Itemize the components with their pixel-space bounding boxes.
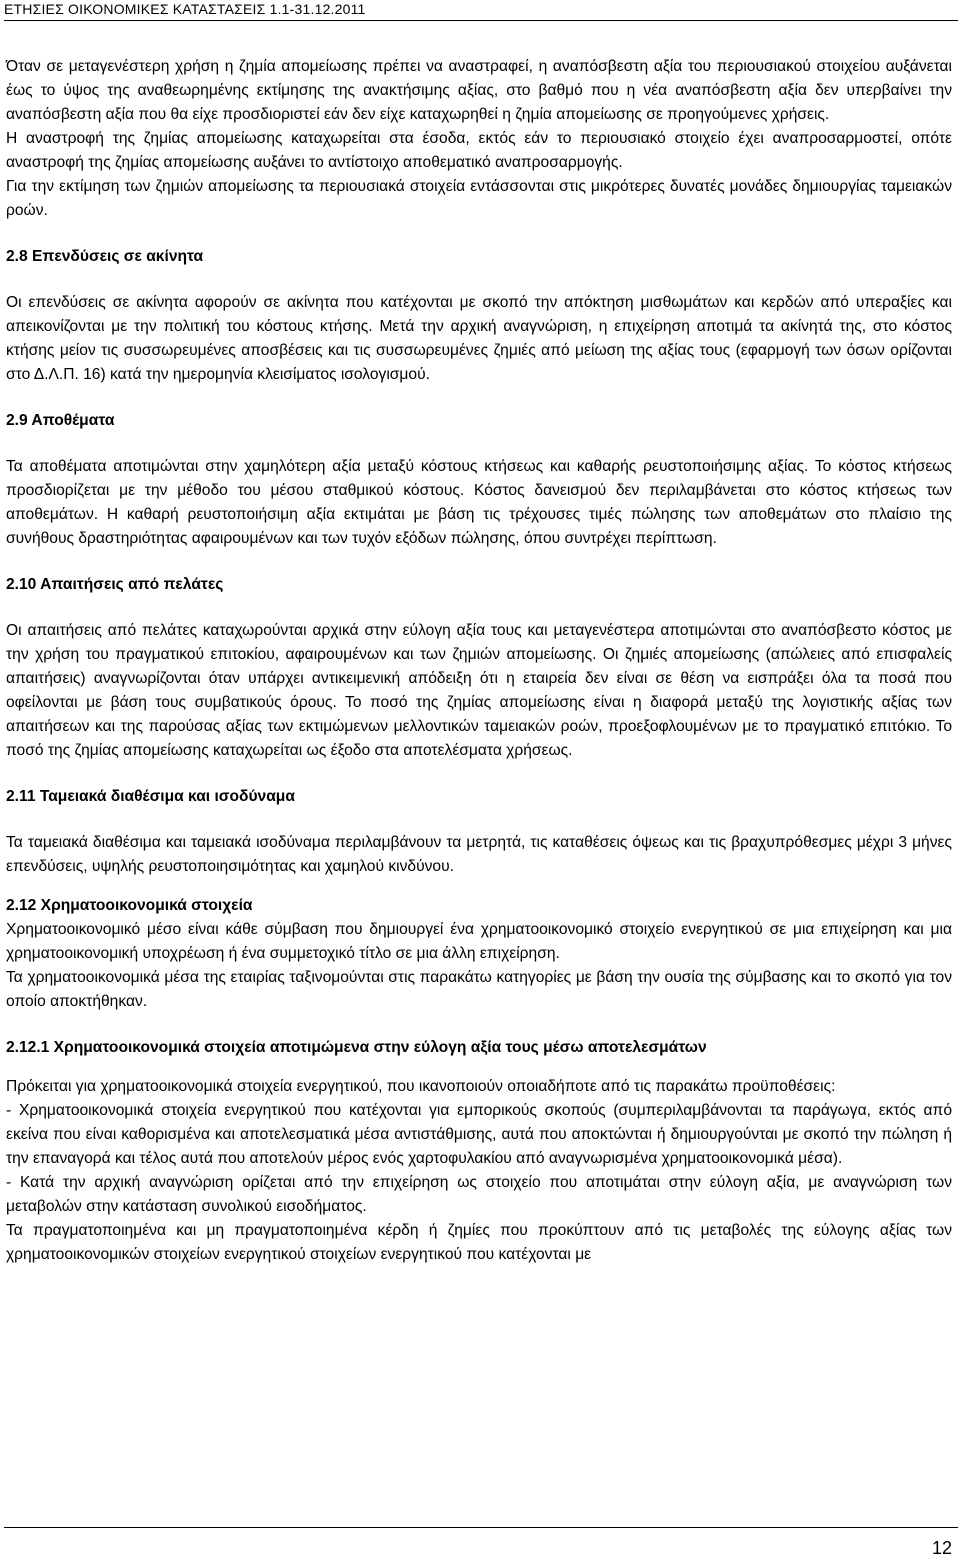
heading-fvtpl: 2.12.1 Χρηματοοικονομικά στοιχεία αποτιμώμενα στην εύλογη αξία τους μέσω αποτελεσμάτων	[6, 1039, 707, 1056]
page-header: ΕΤΗΣΙΕΣ ΟΙΚΟΝΟΜΙΚΕΣ ΚΑΤΑΣΤΑΣΕΙΣ 1.1-31.12.2011	[4, 1, 366, 17]
paragraph-financial-instrument-categories: Τα χρηματοοικονομικά μέσα της εταιρίας ταξινομούνται στις παρακάτω κατηγορίες με βάση την ουσία της σύμβασης και το σκοπό για τον οποίο αποκτήθηκαν.	[6, 969, 952, 1010]
heading-investment-property: 2.8 Επενδύσεις σε ακίνητα	[6, 248, 204, 265]
paragraph-realized-gains: Τα πραγματοποιημένα και μη πραγματοποιημένα κέρδη ή ζημίες που προκύπτουν από τις μεταβολές της εύλογης αξίας των χρηματοοικονομικών στοιχείων ενεργητικού στοιχείων ενεργητικού που κατέχονται με	[6, 1222, 952, 1263]
heading-financial-instruments: 2.12 Χρηματοοικονομικά στοιχεία	[6, 897, 253, 914]
heading-trade-receivables: 2.10 Απαιτήσεις από πελάτες	[6, 576, 224, 593]
heading-inventories: 2.9 Αποθέματα	[6, 412, 115, 429]
paragraph-reversal-recognition: Η αναστροφή της ζημίας απομείωσης καταχωρείται στα έσοδα, εκτός εάν το περιουσιακό στοιχείο έχει αναπροσαρμοστεί, οπότε αναστροφή της ζημίας απομείωσης αυξάνει το αντίστοιχο αποθεματικό αναπροσαρμογής.	[6, 130, 952, 171]
list-item-held-for-trading: - Χρηματοοικονομικά στοιχεία ενεργητικού που κατέχονται για εμπορικούς σκοπούς (συμπεριλαμβάνονται τα παράγωγα, εκτός από εκείνα που είναι καθορισμένα και αποτελεσματικά μέσα αντιστάθμισης, αυτά που αποκτώνται ή δημιουργούνται με σκοπό την πώληση ή την επαναγορά και τέλος αυτά που αποτελούν μέρος ενός χαρτοφυλακίου από αναγνωρισμένα χρηματοοικονομικά μέσα).	[6, 1102, 952, 1167]
paragraph-investment-property: Οι επενδύσεις σε ακίνητα αφορούν σε ακίνητα που κατέχονται με σκοπό την απόκτηση μισθωμάτων και κερδών από υπεραξίες και απεικονίζονται με την πολιτική του κόστους κτήσης. Μετά την αρχική αναγνώριση, η επιχείρηση αποτιμά τα ακίνητά της, στο κόστος κτήσης μείον τις συσσωρευμένες αποσβέσεις και τις συσσωρευμένες ζημιές από μείωση της αξίας τους (εφαρμογή των όσων ορίζονται στο Δ.Λ.Π. 16) κατά την ημερομηνία κλεισίματος ισολογισμού.	[6, 294, 952, 383]
document-body	[6, 55, 952, 1267]
paragraph-cash-generating-units: Για την εκτίμηση των ζημιών απομείωσης τα περιουσιακά στοιχεία εντάσσονται στις μικρότερες δυνατές μονάδες δημιουργίας ταμειακών ροών.	[6, 178, 952, 219]
page-number: 12	[931, 1538, 952, 1558]
paragraph-financial-instrument-definition: Χρηματοοικονομικό μέσο είναι κάθε σύμβαση που δημιουργεί ένα χρηματοοικονομικό στοιχείο ενεργητικού σε μια επιχείρηση και μια χρηματοοικονομική υποχρέωση ή ένα συμμετοχικό τίτλο σε μια άλλη επιχείρηση.	[6, 921, 952, 962]
heading-cash-equivalents: 2.11 Ταμειακά διαθέσιμα και ισοδύναμα	[6, 788, 295, 805]
list-item-designated-fvtpl: - Κατά την αρχική αναγνώριση ορίζεται από την επιχείρηση ως στοιχείο που αποτιμάται στην εύλογη αξία, με αναγνώριση των μεταβολών στην κατάσταση συνολικού εισοδήματος.	[6, 1174, 952, 1215]
paragraph-cash-equivalents: Τα ταμειακά διαθέσιμα και ταμειακά ισοδύναμα περιλαμβάνουν τα μετρητά, τις καταθέσεις όψεως και τις βραχυπρόθεσμες μέχρι 3 μήνες επενδύσεις, υψηλής ρευστοποιησιμότητας και χαμηλού κινδύνου.	[6, 834, 952, 875]
paragraph-trade-receivables: Οι απαιτήσεις από πελάτες καταχωρούνται αρχικά στην εύλογη αξία τους και μεταγενέστερα αποτιμώνται στο αναπόσβεστο κόστος με την χρήση του πραγματικού επιτοκίου, αφαιρουμένων και των ζημιών απομείωσης. Οι ζημιές απομείωσης (απώλειες από επισφαλείς απαιτήσεις) αναγνωρίζονται όταν υπάρχει αντικειμενική απόδειξη ότι η εταιρεία δεν είναι σε θέση να εισπράξει όλα τα ποσά που οφείλονται με βάση τους συμβατικούς όρους. Το ποσό της ζημίας απομείωσης είναι η διαφορά μεταξύ της λογιστικής αξίας των απαιτήσεων και της παρούσας αξίας των εκτιμώμενων μελλοντικών ταμειακών ροών, προεξοφλουμένων με το πραγματικό επιτόκιο. Το ποσό της ζημίας απομείωσης καταχωρείται ως έξοδο στα αποτελέσματα χρήσεως.	[6, 622, 952, 759]
paragraph-impairment-reversal: Όταν σε μεταγενέστερη χρήση η ζημία απομείωσης πρέπει να αναστραφεί, η αναπόσβεστη αξία του περιουσιακού στοιχείου αυξάνεται έως το ύψος της αναθεωρημένης εκτίμησης της ανακτήσιμης αξίας, στο βαθμό που η νέα αναπόσβεστη αξία δεν υπερβαίνει την αναπόσβεστη αξία που θα είχε προσδιοριστεί εάν δεν είχε καταχωρηθεί η ζημία απομείωσης σε προηγούμενες χρήσεις.	[6, 58, 952, 123]
header-divider	[4, 20, 958, 21]
footer-divider	[4, 1527, 958, 1528]
paragraph-fvtpl-intro: Πρόκειται για χρηματοοικονομικά στοιχεία ενεργητικού, που ικανοποιούν οποιαδήποτε από τις παρακάτω προϋποθέσεις:	[6, 1078, 836, 1095]
paragraph-inventories: Τα αποθέματα αποτιμώνται στην χαμηλότερη αξία μεταξύ κόστους κτήσεως και καθαρής ρευστοποιήσιμης αξίας. Το κόστος κτήσεως προσδιορίζεται με την μέθοδο του μέσου σταθμικού κόστους. Κόστος δανεισμού δεν περιλαμβάνεται στο κόστος κτήσεως των αποθεμάτων. Η καθαρή ρευστοποιήσιμη αξία εκτιμάται με βάση τις τρέχουσες τιμές πώλησης των αποθεμάτων στο πλαίσιο της συνήθους δραστηριότητας αφαιρουμένων και των τυχόν εξόδων πώλησης, όπου συντρέχει περίπτωση.	[6, 458, 952, 547]
